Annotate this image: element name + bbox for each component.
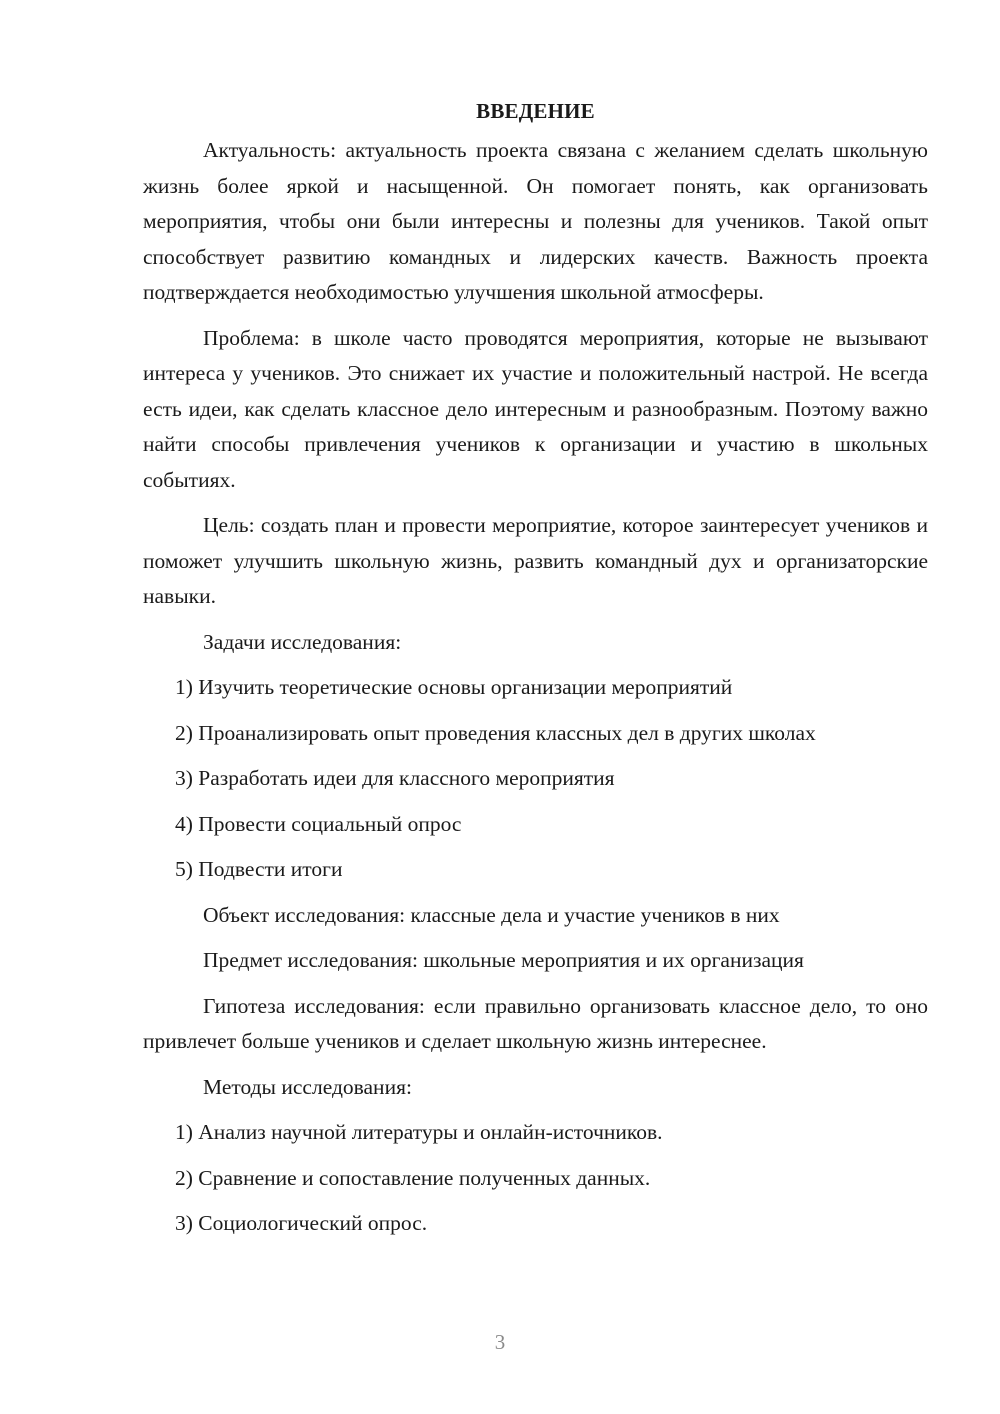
method-item: 2) Сравнение и сопоставление полученных данных. — [175, 1165, 651, 1190]
section-title: ВВЕДЕНИЕ — [476, 99, 595, 123]
method-item: 1) Анализ научной литературы и онлайн-источников. — [175, 1120, 663, 1144]
task-item: 5) Подвести итоги — [175, 857, 343, 881]
object-paragraph: Объект исследования: классные дела и участие учеников в них — [203, 902, 780, 927]
page-number: 3 — [494, 1330, 506, 1354]
relevance-paragraph: Актуальность: актуальность проекта связана с желанием сделать школьную жизнь более яркой и насыщенной. Он помогает понять, как организовать мероприятия, чтобы они были интересны и полезны для учеников. Такой опыт способствует развитию командных и лидерских качеств. Важность проекта подтверждается необходимостью улучшения школьной атмосферы. — [143, 138, 928, 304]
tasks-list — [143, 670, 928, 888]
goal-paragraph: Цель: создать план и провести мероприятие, которое заинтересует учеников и поможет улучшить школьную жизнь, развить командный дух и организаторские навыки. — [143, 513, 928, 608]
task-item: 1) Изучить теоретические основы организации мероприятий — [175, 675, 733, 699]
tasks-label: Задачи исследования: — [203, 629, 402, 654]
methods-label: Методы исследования: — [203, 1074, 412, 1099]
methods-list — [143, 1115, 928, 1242]
task-item: 2) Проанализировать опыт проведения классных дел в других школах — [175, 720, 816, 745]
document-page — [143, 96, 928, 1252]
hypothesis-paragraph: Гипотеза исследования: если правильно организовать классное дело, то оно привлечет больше учеников и сделает школьную жизнь интереснее. — [143, 993, 928, 1053]
task-item: 3) Разработать идеи для классного мероприятия — [175, 766, 615, 790]
method-item: 3) Социологический опрос. — [175, 1211, 428, 1235]
task-item: 4) Провести социальный опрос — [175, 811, 462, 836]
subject-paragraph: Предмет исследования: школьные мероприятия и их организация — [203, 948, 804, 972]
problem-paragraph: Проблема: в школе часто проводятся мероприятия, которые не вызывают интереса у учеников. Это снижает их участие и положительный настрой. Не всегда есть идеи, как сделать классное дело интересным и разнообразным. Поэтому важно найти способы привлечения учеников к организации и участию в школьных событиях. — [143, 325, 928, 492]
